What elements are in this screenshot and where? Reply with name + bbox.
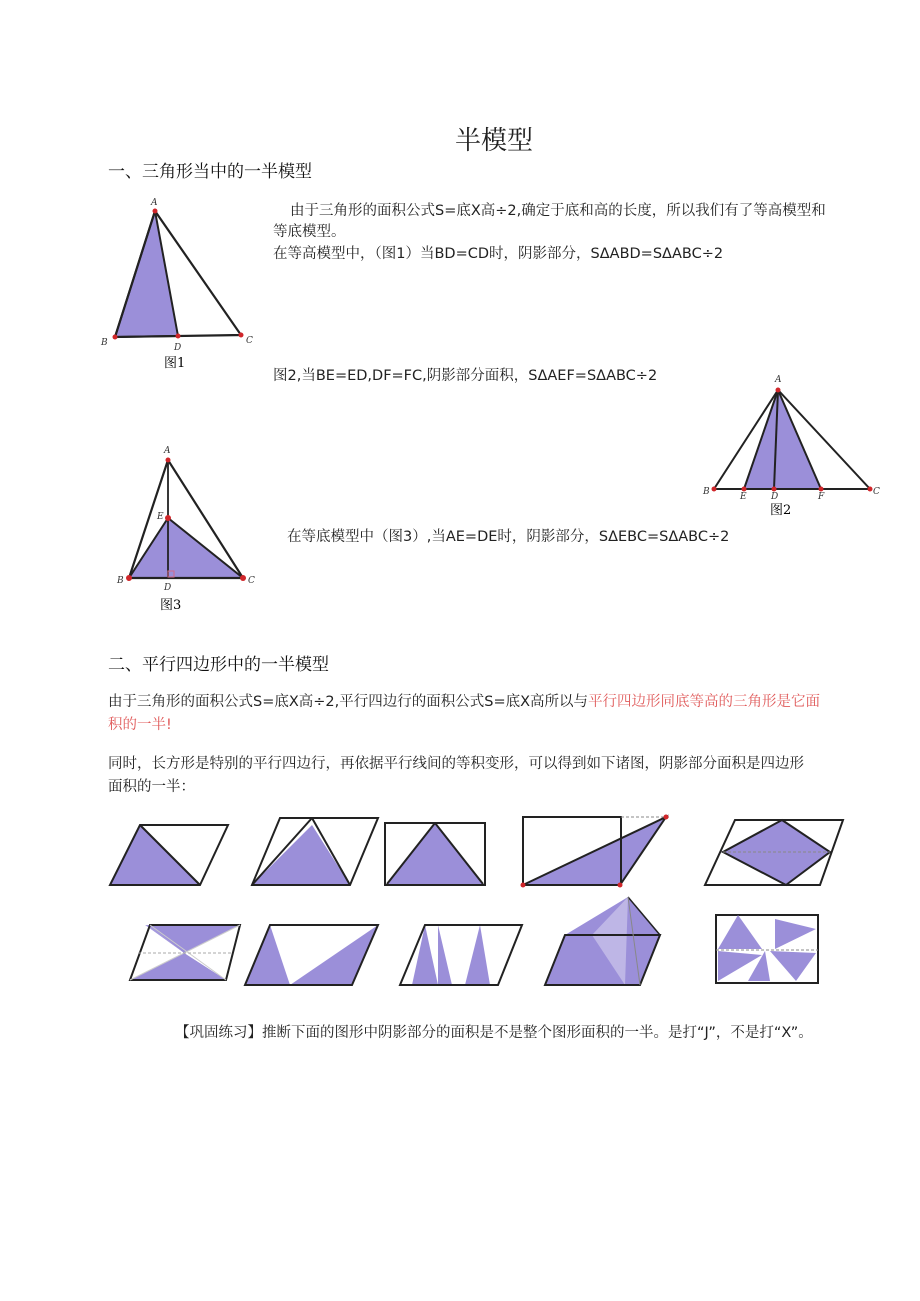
fig2-point-e: [742, 487, 747, 492]
page-title: 半模型: [455, 126, 534, 156]
fig3-caption: 图3: [160, 598, 182, 613]
fig1-point-d: [176, 334, 181, 339]
fig3-point-c: [240, 575, 246, 581]
para1-red-text-cont: 积的一半!: [108, 717, 172, 733]
shape-8: [400, 925, 522, 985]
para1-normal-text: 由于三角形的面积公式S=底X高÷2,平行四边行的面积公式S=底X高所以与: [108, 694, 589, 710]
fig1-label-d: D: [174, 343, 182, 353]
fig3-point-a: [166, 458, 171, 463]
fig3-label-d: D: [164, 583, 172, 593]
fig2-caption: 图2: [770, 503, 792, 518]
fig2-description: 图2,当BE=ED,DF=FC,阴影部分面积，SΔAEF=SΔABC÷2: [273, 368, 658, 384]
fig3-label-c: C: [248, 576, 255, 586]
practice-prompt: 【巩固练习】推断下面的图形中阴影部分的面积是不是整个图形面积的一半。是打“J”，不是打“X”。: [175, 1025, 813, 1041]
fig1-label-b: B: [101, 338, 108, 348]
shape-3: [385, 823, 485, 885]
figure-2: [700, 372, 890, 517]
half-model-figures-row1: [110, 810, 870, 890]
fig1-point-c: [239, 333, 244, 338]
shape-4: [521, 815, 671, 888]
fig2-point-d: [772, 487, 777, 492]
section2-para1: [108, 691, 863, 714]
intro-line-2: 等底模型。: [273, 224, 346, 240]
shape-9: [545, 897, 660, 985]
fig3-label-a: A: [164, 446, 171, 456]
intro-line-1: 由于三角形的面积公式S=底X高÷2,确定于底和高的长度，所以我们有了等高模型和: [290, 203, 826, 219]
fig2-label-e: E: [740, 492, 747, 502]
shape-7: [245, 925, 378, 985]
fig2-label-d: D: [771, 492, 779, 502]
fig3-label-b: B: [117, 576, 124, 586]
fig1-label-c: C: [246, 336, 253, 346]
fig2-label-f: F: [818, 492, 825, 502]
fig1-point-b: [113, 335, 118, 340]
figure-3: [110, 445, 280, 615]
shape-5: [705, 820, 843, 885]
section2-para2-line1: 同时，长方形是特别的平行四边行，再依据平行线间的等积变形，可以得到如下诸图，阴影部分面积是四边形: [108, 756, 804, 772]
fig3-description: 在等底模型中（图3）,当AE=DE时，阴影部分，SΔEBC=SΔABC÷2: [287, 529, 730, 545]
para1-red-text: 平行四边形同底等高的三角形是它面: [588, 694, 821, 710]
fig3-point-e: [165, 515, 171, 521]
shape-10: [716, 915, 818, 983]
fig1-label-a: A: [151, 198, 158, 208]
fig2-shaded-triangle: [744, 390, 821, 489]
fig1-caption: 图1: [164, 356, 186, 371]
shape-6: [130, 925, 240, 980]
fig1-description: 在等高模型中，（图1）当BD=CD时，阴影部分，SΔABD=SΔABC÷2: [273, 246, 724, 262]
fig2-point-b: [712, 487, 717, 492]
fig2-point-f: [819, 487, 824, 492]
fig3-point-b: [126, 575, 132, 581]
section2-para2-line2: 面积的一半：: [108, 779, 195, 795]
fig2-label-b: B: [703, 487, 710, 497]
fig1-point-a: [153, 209, 158, 214]
fig3-label-e: E: [157, 512, 164, 522]
fig2-point-a: [776, 388, 781, 393]
fig2-point-c: [868, 487, 873, 492]
fig2-label-a: A: [775, 375, 782, 385]
fig2-label-c: C: [873, 487, 880, 497]
shape-1: [110, 825, 228, 885]
figure-1: [95, 195, 265, 375]
section1-heading: 一、三角形当中的一半模型: [108, 162, 312, 182]
shape-2: [252, 818, 378, 885]
half-model-figures-row2: [120, 895, 890, 995]
section2-heading: 二、平行四边形中的一半模型: [108, 655, 329, 675]
